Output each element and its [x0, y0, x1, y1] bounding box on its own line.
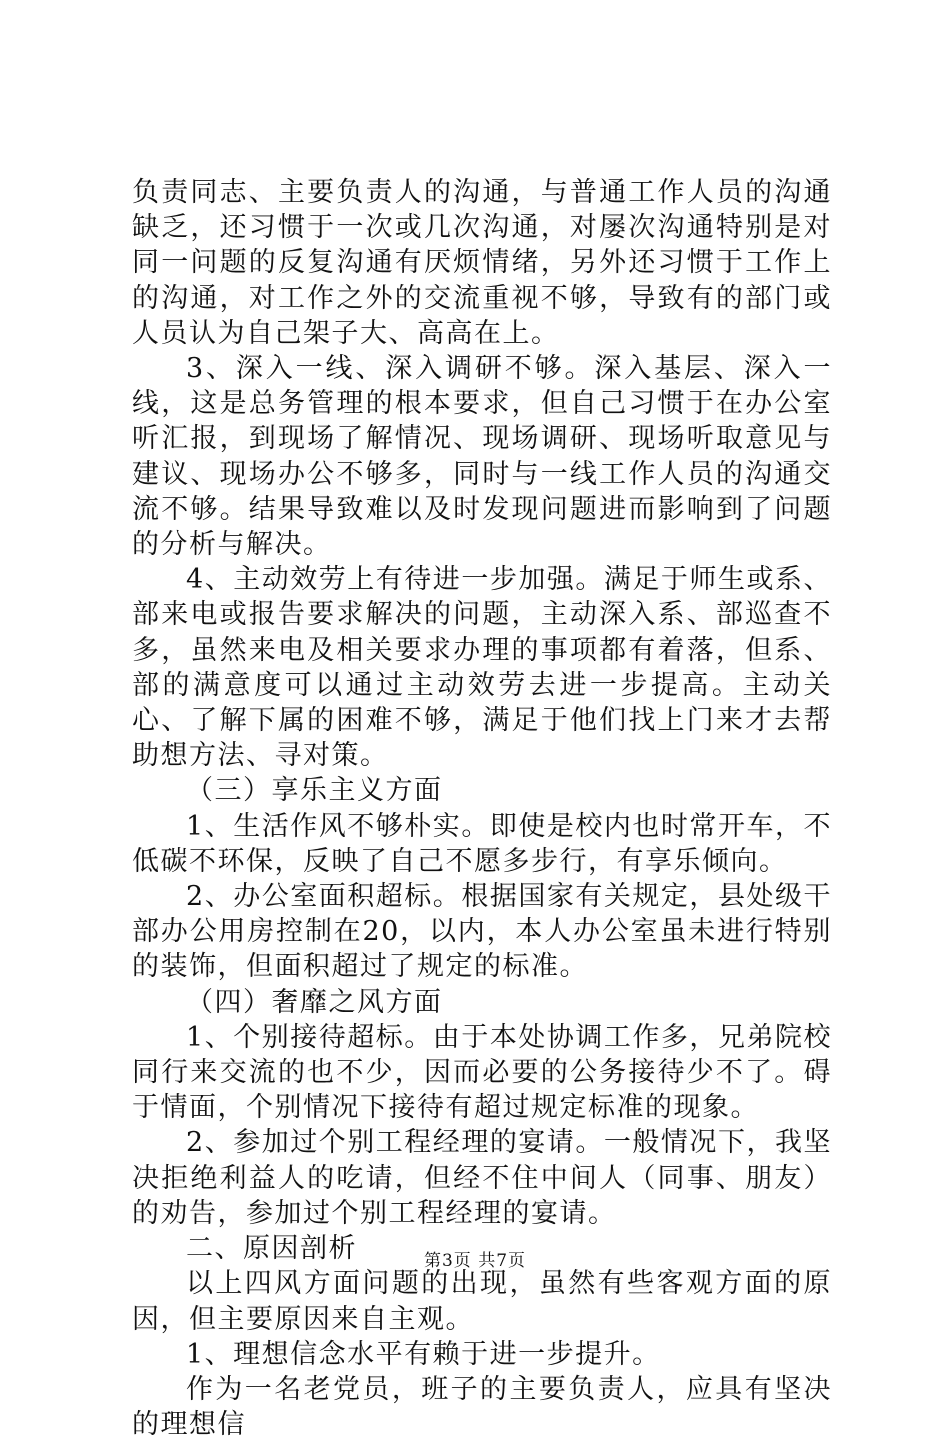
paragraph-cause-1: 1、理想信念水平有赖于进一步提升。	[186, 1338, 661, 1370]
paragraph-cause-summary: 以上四风方面问题的出现，虽然有些客观方面的原因，但主要原因来自主观。	[132, 1268, 832, 1335]
paragraph-hedonism-2: 2、办公室面积超标。根据国家有关规定，县处级干部办公用房控制在20，以内，本人办公室虽未进行特别的装饰，但面积超过了规定的标准。	[132, 881, 832, 983]
page-footer: 第3页 共7页	[423, 1251, 527, 1271]
section-heading-cause-analysis: 二、原因剖析	[186, 1233, 357, 1265]
paragraph-item-4: 4、主动效劳上有待进一步加强。满足于师生或系、部来电或报告要求解决的问题，主动深入系、部巡查不多，虽然来电及相关要求办理的事项都有着落，但系、部的满意度可以通过主动效劳去进一步提高。主动关心、了解下属的困难不够，满足于他们找上门来才去帮助想方法、寻对策。	[132, 564, 832, 772]
paragraph-extravagance-1: 1、个别接待超标。由于本处协调工作多，兄弟院校同行来交流的也不少，因而必要的公务接待少不了。碍于情面，个别情况下接待有超过规定标准的现象。	[132, 1021, 832, 1124]
paragraph-continued: 负责同志、主要负责人的沟通，与普通工作人员的沟通缺乏，还习惯于一次或几次沟通，对屡次沟通特别是对同一问题的反复沟通有厌烦情绪，另外还习惯于工作上的沟通，对工作之外的交流重视不够，导致有的部门或人员认为自己架子大、高高在上。	[132, 177, 832, 349]
paragraph-hedonism-1: 1、生活作风不够朴实。即使是校内也时常开车，不低碳不环保，反映了自己不愿多步行，有享乐倾向。	[132, 810, 832, 877]
paragraph-cause-1-body: 作为一名老党员，班子的主要负责人，应具有坚决的理想信	[132, 1373, 832, 1441]
paragraph-extravagance-2: 2、参加过个别工程经理的宴请。一般情况下，我坚决拒绝利益人的吃请，但经不住中间人（同事、朋友）的劝告，参加过个别工程经理的宴请。	[132, 1127, 832, 1229]
section-heading-extravagance: （四）奢靡之风方面	[186, 986, 443, 1018]
section-heading-hedonism: （三）享乐主义方面	[186, 775, 443, 807]
paragraph-item-3: 3、深入一线、深入调研不够。深入基层、深入一线，这是总务管理的根本要求，但自己习惯于在办公室听汇报，到现场了解情况、现场调研、现场听取意见与建议、现场办公不够多，同时与一线工作人员的沟通交流不够。结果导致难以及时发现问题进而影响到了问题的分析与解决。	[132, 353, 832, 561]
